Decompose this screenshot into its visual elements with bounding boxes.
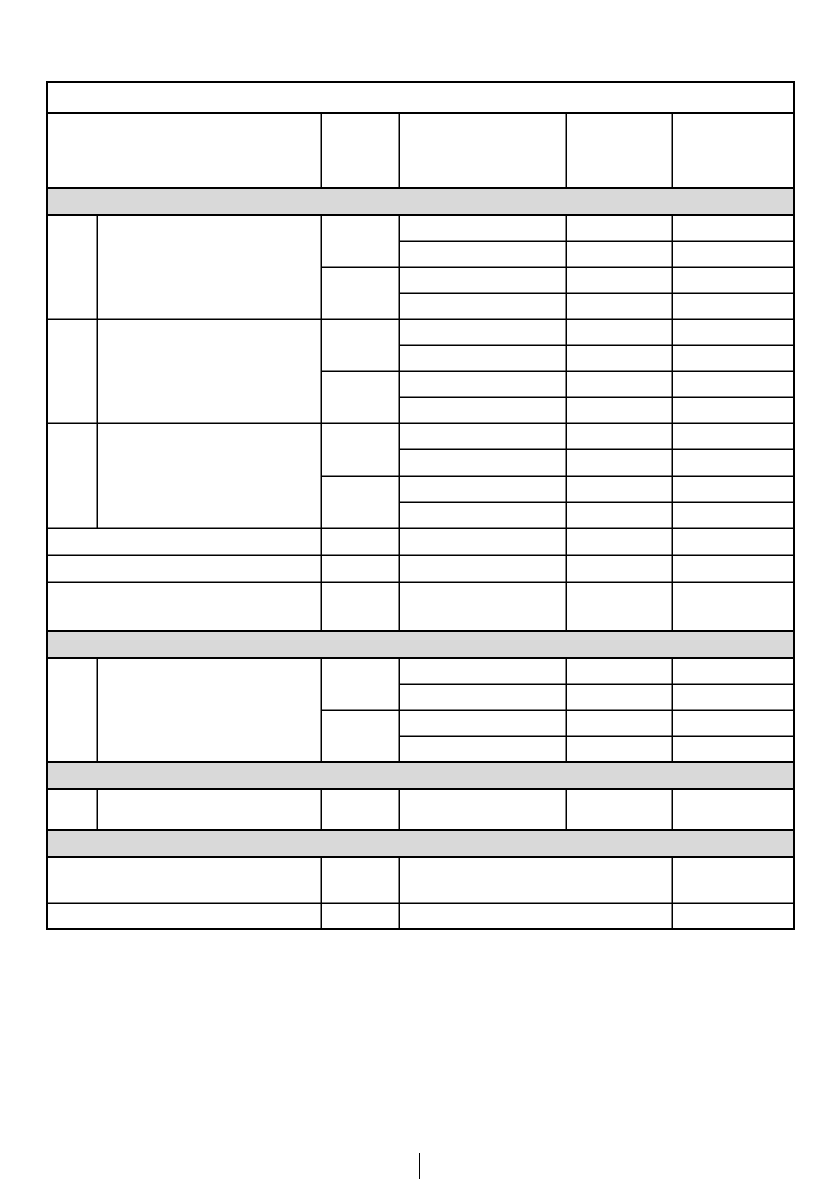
header-row bbox=[47, 113, 794, 188]
section-band-2 bbox=[48, 631, 794, 658]
section-4-rows bbox=[47, 857, 794, 929]
section-band-4 bbox=[48, 830, 794, 857]
section-band-3 bbox=[48, 762, 794, 789]
section-1-rows bbox=[47, 215, 794, 631]
section-band-1 bbox=[48, 188, 794, 215]
section-2-rows bbox=[47, 658, 794, 762]
section-3-rows bbox=[47, 789, 794, 830]
page-number-divider bbox=[419, 1153, 420, 1179]
